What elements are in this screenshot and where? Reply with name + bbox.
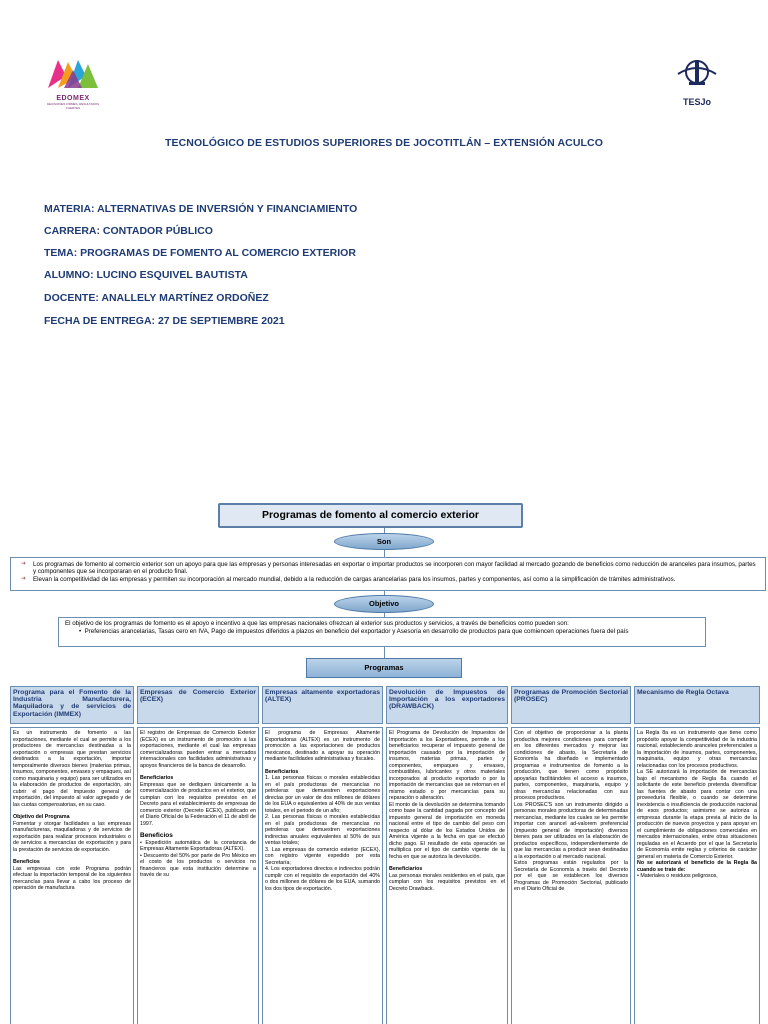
program-column-altex bbox=[262, 686, 383, 1024]
connector-line bbox=[384, 647, 385, 658]
bullet-icon: ➜ bbox=[21, 561, 27, 567]
programas-node: Programas bbox=[306, 658, 462, 678]
column-header: Programa para el Fomento de la Industria Manufacturera, Maquiladora y de servicios de Exportación (IMMEX) bbox=[10, 686, 134, 724]
edomex-logo-slogan: DECISIONES FIRMES, RESULTADOS FUERTES bbox=[46, 102, 100, 110]
son-item: ➜ Elevan la competitividad de las empresas y permiten su incorporación al mercado mundial, debido a la reducción de cargas arancelarias para los insumos, partes y componentes, así como a la simplificación de trámites administrativos. bbox=[21, 575, 676, 583]
column-header: Programas de Promoción Sectorial (PROSEC) bbox=[511, 686, 631, 724]
edomex-logo-text: EDOMEX bbox=[56, 95, 90, 102]
column-body: El registro de Empresas de Comercio Exterior (ECEX) es un instrumento de promoción a las exportaciones, mediante el cual las empresas comercializadoras pueden entrar a mercados internacionales con facilidades administrativas y apoyos financieros de la banca de desarrollo. Beneficiarios Empresas que se dediquen únicamente a la comercialización de productos en el exterior, que cumplan con los requisitos previstos en el Decreto para el establecimiento de empresas de comercio exterior (Decreto ECEX), publicado en el Diario Oficial de la Federación el 11 de abril de 1997. Beneficios • Expedición automática de la constancia de Empresas Altamente Exportadoras (ALTEX). • Descuento del 50% por parte de Pro México en el costo de los productos o servicios no financieros que esta institución determine a través de su bbox=[137, 727, 259, 1024]
edomex-logo-mark bbox=[44, 56, 102, 90]
map-title: Programas de fomento al comercio exterior bbox=[218, 503, 523, 528]
institution-title: TECNOLÓGICO DE ESTUDIOS SUPERIORES DE JOCOTITLÁN – EXTENSIÓN ACULCO bbox=[164, 137, 604, 149]
edomex-logo bbox=[44, 56, 102, 110]
column-body: El programa de Empresas Altamente Exportadoras (ALTEX) es un instrumento de promoción a las exportaciones de productos mexicanos, destinado a apoyar su operación mediante facilidades administrativas y fiscales. Beneficiarios 1. Las personas físicas o morales establecidas en el país productoras de mercancías no petroleras que demuestren exportaciones directas por un valor de dos millones de dólares de los EUA o equivalentes al 40% de sus ventas totales, en el periodo de un año; 2. Las personas físicas o morales establecidas en el país productoras de mercancías no petroleras que demuestren exportaciones indirectas anuales equivalentes al 50% de sus ventas totales; 3. Las empresas de comercio exterior (ECEX), con registro vigente expedido por esta Secretaría; 4. Los exportadores directos e indirectos podrán cumplir con el requisito de exportación del 40% o dos millones de dólares de los EUA, sumando los dos tipos de exportación. bbox=[262, 727, 383, 1024]
info-carrera: CARRERA: CONTADOR PÚBLICO bbox=[44, 225, 213, 237]
objetivo-text: El objetivo de los programas de fomento es el apoyo e incentivo a que las empresas nacionales ofrezcan al exterior sus productos y servicios, a través de beneficios como pueden son: bbox=[65, 620, 569, 627]
info-tema: TEMA: PROGRAMAS DE FOMENTO AL COMERCIO EXTERIOR bbox=[44, 247, 356, 259]
column-body: El Programa de Devolución de Impuestos de Importación a los Exportadores, permite a los beneficiarios recuperar el impuesto general de importación causado por la importación de insumos, materias primas, partes y componentes, empaques y envases, combustibles, lubricantes y otros materiales incorporados al producto exportado o por la importación de mercancías que se retornan en el mismo estado o por mercancías para su reparación o alteración. El monto de la devolución se determina tomando como base la cantidad pagada por concepto del impuesto general de importación en moneda nacional entre el tipo de cambio del peso con respecto al dólar de los Estados Unidos de América vigente a la fecha en que se efectuó dicho pago. El resultado de esta operación se multiplica por el tipo de cambio vigente de la fecha en que se autoriza la devolución. Beneficiarios Las personas morales residentes en el país, que cumplan con los requisitos previstos en el Decreto Drawback. bbox=[386, 727, 508, 1024]
connector-line bbox=[384, 550, 385, 557]
bullet-icon: ➜ bbox=[21, 575, 27, 582]
column-body: Es un instrumento de fomento a las exportaciones, mediante el cual se permite a los productores de mercancías destinadas a la exportación o empresas que prestan servicios destinados a la exportación, importar temporalmente diversos bienes (materias primas, insumos, componentes, envases y empaques, así como maquinaria y equipo) para ser utilizados en la elaboración de productos de exportación, sin cubrir el pago del impuesto general de importación, del impuesto al valor agregado y de las cuotas compensatorias, en su caso. Objetivo del Programa Fomentar y otorgar facilidades a las empresas manufactureras, maquiladoras y de servicios de exportación para realizar procesos industriales o de servicios a mercancías de exportación y para la prestación de servicios de exportación. Beneficios Las empresas con este Programa podrán efectuar la importación temporal de los siguientes mercancías para llevar a cabo los proceso de operación de manufactura bbox=[10, 727, 134, 1024]
tesjo-logo-text: TESJo bbox=[682, 97, 711, 107]
objetivo-bullet: • Preferencias arancelarias, Tasas cero en IVA, Pago de impuestos diferidos a plazos en beneficio del exportador y Asesoría en desarrollo de productos para que comiencen operaciones fuera del país bbox=[79, 628, 629, 635]
column-header: Empresas de Comercio Exterior (ECEX) bbox=[137, 686, 259, 724]
objetivo-node: Objetivo bbox=[334, 595, 434, 613]
tesjo-emblem-icon bbox=[670, 56, 724, 92]
info-alumno: ALUMNO: LUCINO ESQUIVEL BAUTISTA bbox=[44, 269, 248, 281]
son-box bbox=[10, 557, 766, 591]
tesjo-logo bbox=[670, 56, 724, 106]
column-header: Empresas altamente exportadoras (ALTEX) bbox=[262, 686, 383, 724]
son-item: ➜ Los programas de fomento al comercio exterior son un apoyo para que las empresas y personas interesadas en exportar o importar productos se incorporen con mayor facilidad al mercado gozando de beneficios como reducción de aranceles para insumos, partes y componentes que se incorporaran en el producto final. bbox=[21, 561, 756, 576]
son-node: Son bbox=[334, 533, 434, 550]
column-header: Mecanismo de Regla Octava bbox=[634, 686, 760, 724]
program-column-drawback bbox=[386, 686, 508, 1024]
info-docente: DOCENTE: ANALLELY MARTÍNEZ ORDOÑEZ bbox=[44, 292, 269, 304]
program-column-immex bbox=[10, 686, 134, 1024]
program-column-prosec bbox=[511, 686, 631, 1024]
info-fecha: FECHA DE ENTREGA: 27 DE SEPTIEMBRE 2021 bbox=[44, 315, 285, 327]
column-header: Devolución de Impuestos de Importación a los exportadores (DRAWBACK) bbox=[386, 686, 508, 724]
program-column-regla-octava bbox=[634, 686, 760, 1024]
column-body: La Regla 8a es un instrumento que tiene como propósito apoyar la competitividad de la industria nacional, estableciendo aranceles preferenciales a la importación de insumos, partes, componentes, maquinaria, equipo y otras mercancías relacionadas con los procesos productivos. La SE autorizará la importación de mercancías bajo el mecanismo de Regla 8a cuando el solicitante de este beneficio pretenda diversificar las fuentes de abasto para contar con una proveeduría flexible, o cuando se determine inexistencia o insuficiencia de producción nacional de esos productos; asimismo se autoriza a empresas durante la etapa previa al inicio de la producción de nuevos proyectos y para apoyar en el cumplimiento de obligaciones comerciales en mercados internacionales, entre otras situaciones reguladas en el Acuerdo por el que la Secretaría de Economía emite reglas y criterios de carácter general en materia de Comercio Exterior. No se autorizará el beneficio de la Regla 8a cuando se trate de: • Materiales o residuos peligrosos, bbox=[634, 727, 760, 1024]
objetivo-box bbox=[58, 617, 706, 647]
info-materia: MATERIA: ALTERNATIVAS DE INVERSIÓN Y FINANCIAMIENTO bbox=[44, 203, 358, 215]
column-body: Con el objetivo de proporcionar a la planta productiva mejores condiciones para competir en los diferentes mercados y mejorar las condiciones de abasto, la Secretaría de Economía ha diseñado e implementado programas e instrumentos de fomento a la producción, que tienen como propósito apoyarlas facilitándoles el acceso a insumos, partes, componentes, maquinaria, equipo y otras mercancías relacionadas con sus procesos productivos. Los PROSEC'S son un instrumento dirigido a personas morales productoras de determinadas mercancías, mediante los cuales se les permite importar con arancel ad-valorem preferencial (impuesto general de importación) diversos bienes para ser utilizados en la elaboración de productos específicos, independientemente de que las mercancías a producir sean destinadas a la exportación o al mercado nacional. Estos programas están regulados por la Secretaría de Economía a través del Decreto por el que se establecen los diversos Programas de Promoción Sectorial, publicado en el Diario Oficial de bbox=[511, 727, 631, 1024]
program-column-ecex bbox=[137, 686, 259, 1024]
